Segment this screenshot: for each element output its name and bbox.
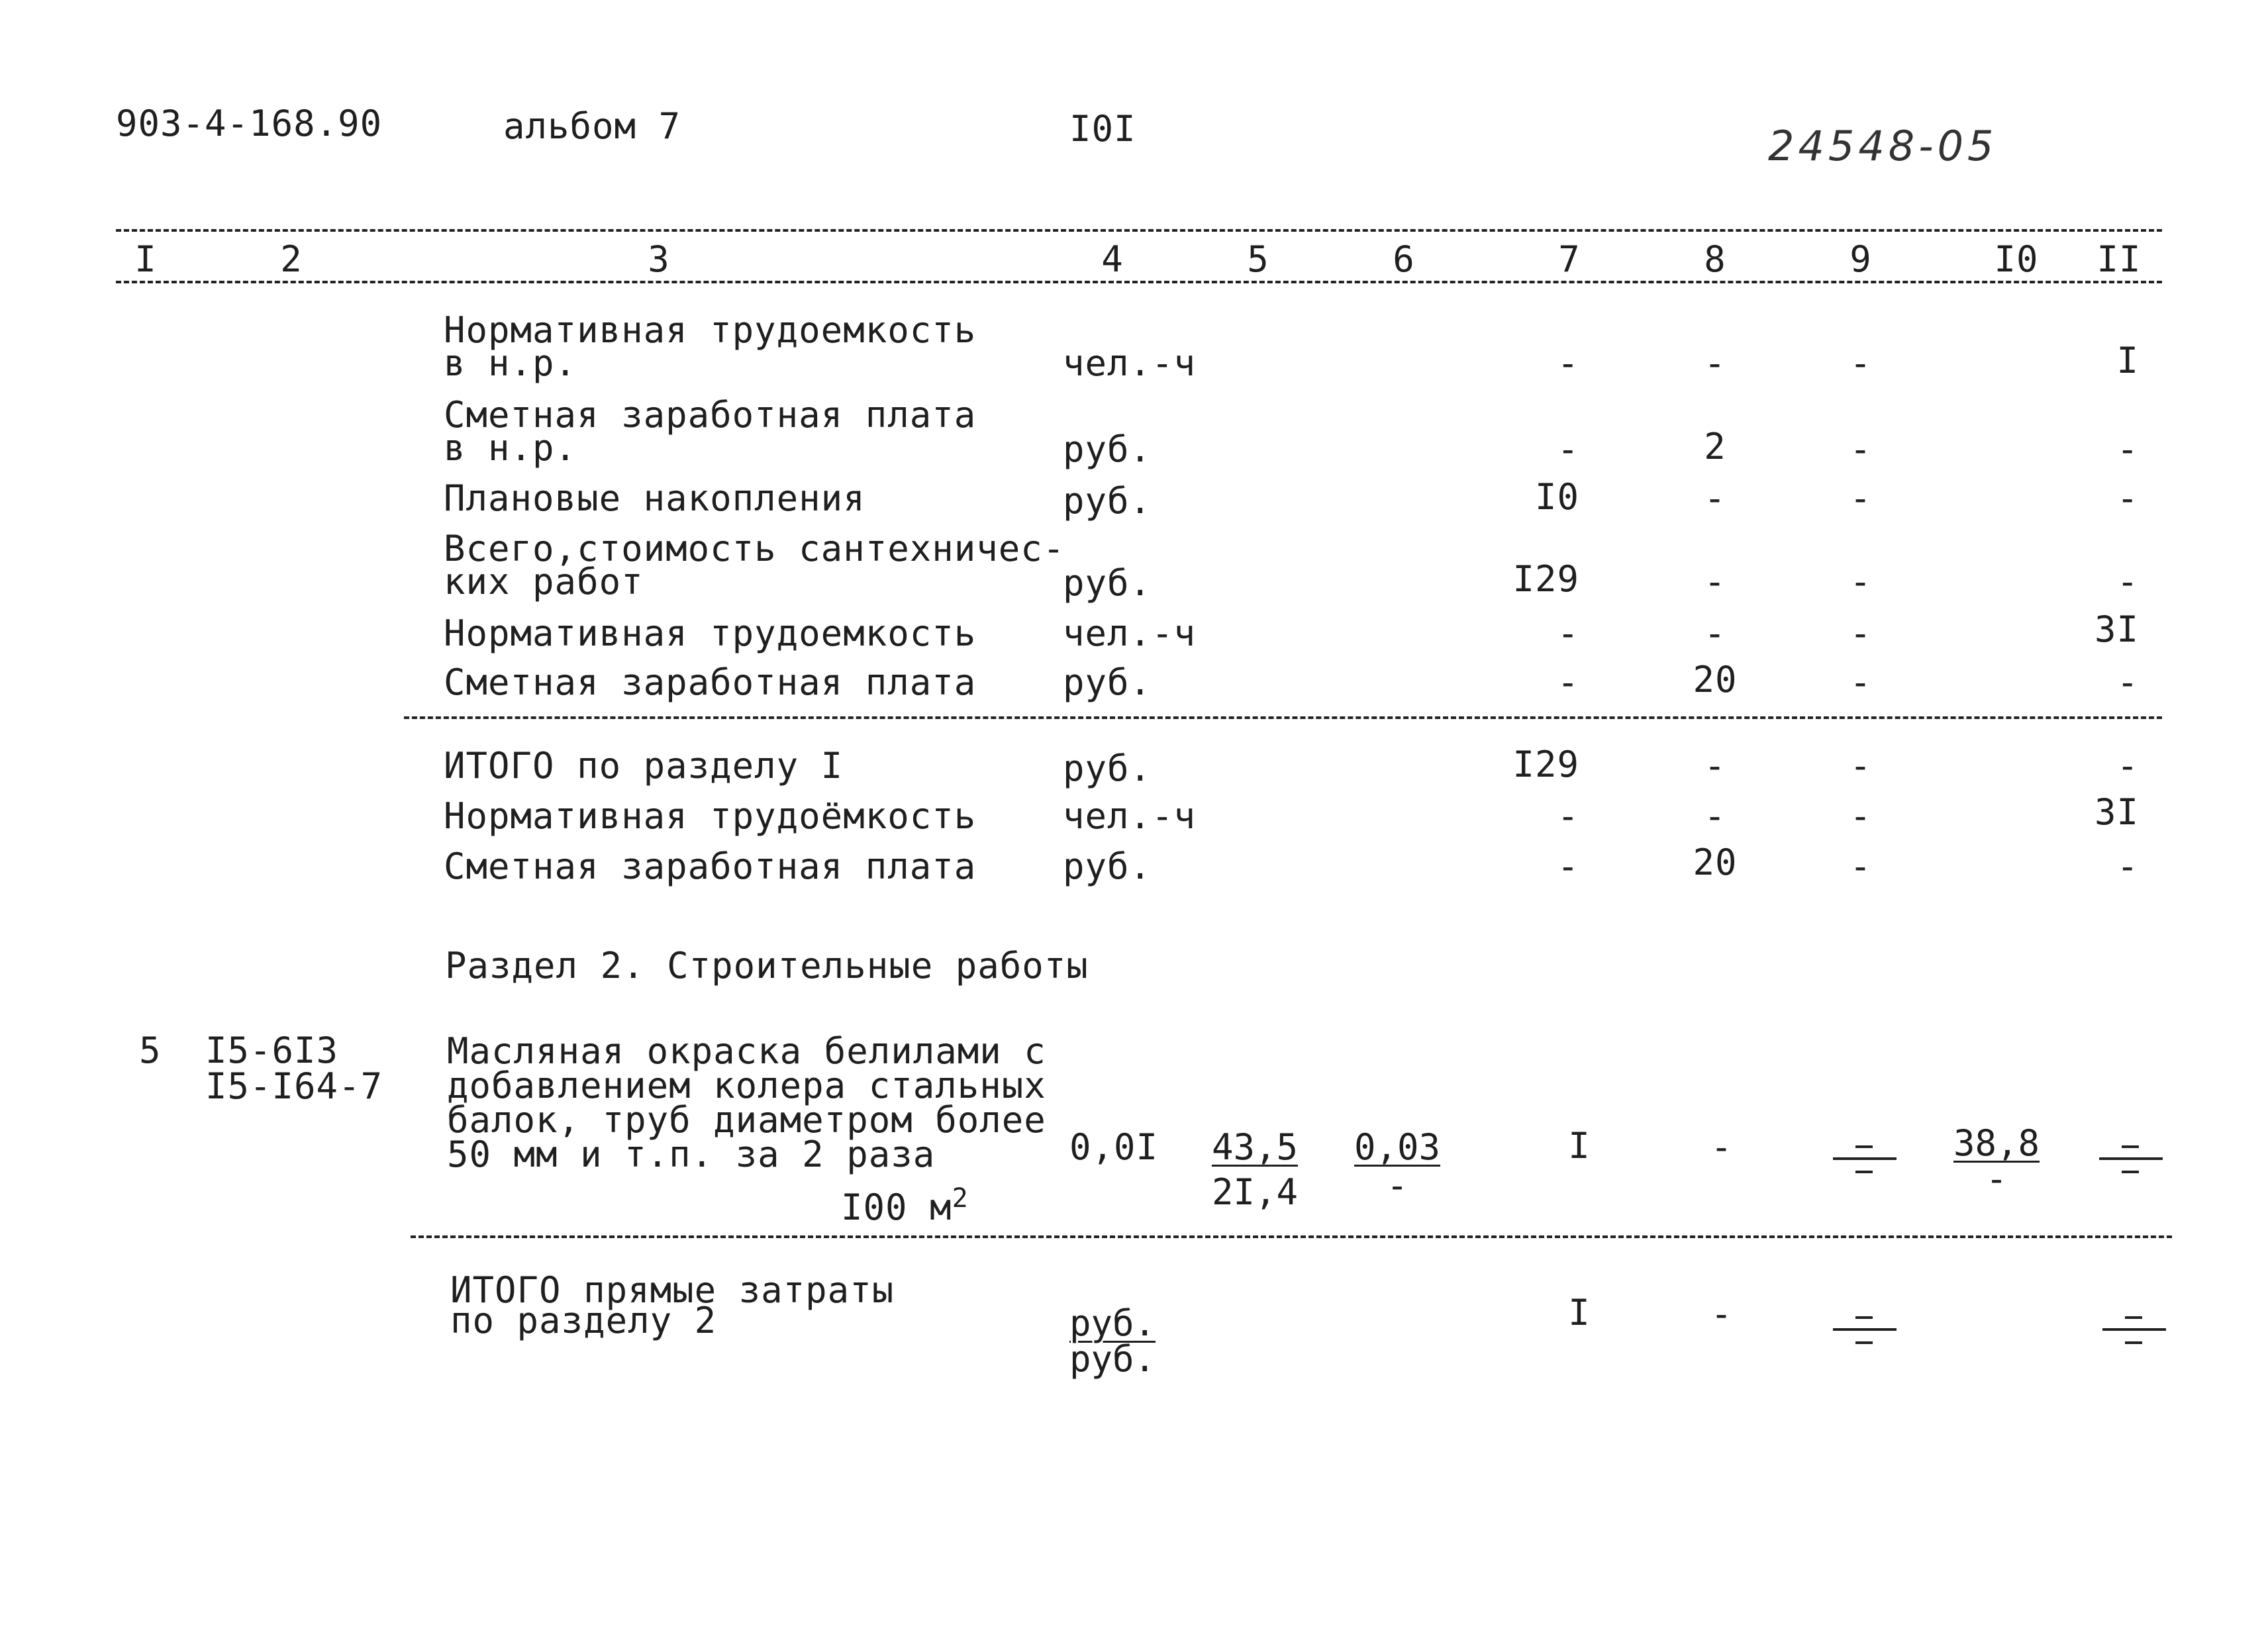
row-description: Сметная заработная плата [444, 845, 977, 887]
col-6-header: 6 [1393, 238, 1415, 280]
col-7-value: I [1568, 1292, 1591, 1333]
page-number: I0I [1069, 108, 1136, 150]
row-description: Всего,стоимость сантехничес- ких работ [444, 528, 1065, 603]
col-9-value: - [1849, 428, 1872, 470]
col-4-header: 4 [1101, 238, 1124, 280]
col-1-header: I [134, 238, 157, 280]
col-7-header: 7 [1558, 238, 1581, 280]
col-11-dash-fraction [2102, 1311, 2166, 1347]
col-8-value: - [1710, 1126, 1733, 1168]
row-description: Нормативная трудоёмкость [444, 795, 977, 837]
col-11-value: - [2116, 845, 2139, 887]
unit-denominator: руб. [1069, 1338, 1156, 1380]
col-8-value: - [1704, 561, 1726, 603]
row-description: Нормативная трудоемкость в н.р. [444, 309, 977, 384]
col-6-denominator: - [1386, 1165, 1408, 1206]
row-unit: чел.-ч [1063, 795, 1197, 837]
col-10-fraction [1947, 1122, 2046, 1200]
col-11-value: - [2116, 661, 2139, 703]
item-number: 5 [139, 1030, 162, 1071]
row-description: Сметная заработная плата [444, 661, 977, 703]
col-11-value: 3I [2094, 791, 2139, 833]
col-7-value: - [1557, 795, 1579, 837]
col-9-dash-fraction [1833, 1140, 1897, 1176]
unit-fraction [1060, 1302, 1165, 1380]
album-label: альбом 7 [503, 105, 681, 147]
header-top-rule [116, 229, 2162, 232]
col-5-numerator: 43,5 [1211, 1126, 1299, 1168]
col-10-denominator: - [1985, 1158, 2008, 1200]
col-7-value: - [1557, 612, 1579, 654]
col-11-value: - [2116, 477, 2139, 519]
col-11-value: 3I [2094, 608, 2139, 650]
row-description: Сметная заработная плата в н.р. [444, 394, 977, 469]
col-5-denominator: 2I,4 [1211, 1171, 1299, 1213]
measure-value: I00 м [841, 1186, 952, 1228]
unit-numerator: руб. [1069, 1302, 1156, 1344]
col-9-value: - [1849, 845, 1872, 887]
col-9-value: - [1849, 612, 1872, 654]
col-8-value: 20 [1693, 659, 1738, 700]
col-9-value: - [1849, 561, 1872, 603]
col-7-value: - [1557, 845, 1579, 887]
col-11-header: II [2096, 238, 2142, 280]
col-10-numerator: 38,8 [1953, 1122, 2040, 1164]
section-divider [404, 716, 2162, 719]
header-bottom-rule [116, 281, 2162, 283]
col-11-value: - [2116, 745, 2139, 787]
col-7-value: - [1557, 661, 1579, 703]
col-9-header: 9 [1849, 238, 1872, 280]
col-7-value: - [1557, 342, 1579, 384]
section-title: Раздел 2. Строительные работы [445, 945, 1089, 987]
col-11-value: I [2116, 340, 2139, 381]
col-5-fraction [1205, 1126, 1305, 1213]
col-9-value: - [1849, 477, 1872, 519]
measure-exponent: 2 [952, 1183, 969, 1214]
col-9-value: - [1849, 661, 1872, 703]
section-divider [411, 1235, 2172, 1238]
col-7-value: I [1568, 1125, 1591, 1167]
col-8-value: 2 [1704, 426, 1726, 467]
col-8-value: - [1704, 795, 1726, 837]
row-unit: руб. [1063, 748, 1152, 789]
col-8-header: 8 [1704, 238, 1726, 280]
document-code: 903-4-168.90 [116, 103, 383, 144]
row-unit: руб. [1063, 845, 1152, 887]
col-9-value: - [1849, 795, 1872, 837]
col-10-header: I0 [1994, 238, 2039, 280]
col-11-dash-fraction [2099, 1140, 2163, 1176]
col-7-value: - [1557, 428, 1579, 470]
col-6-fraction [1348, 1126, 1447, 1206]
col-4-value: 0,0I [1069, 1126, 1159, 1168]
row-description: ИТОГО прямые затраты по разделу 2 [450, 1269, 895, 1341]
col-9-value: - [1849, 342, 1872, 384]
col-7-value: I29 [1512, 744, 1579, 785]
row-unit: руб. [1063, 428, 1152, 470]
col-7-value: I0 [1534, 476, 1579, 518]
item-code: I5-I64-7 [205, 1065, 383, 1107]
row-unit: чел.-ч [1063, 342, 1197, 384]
row-measure [841, 1185, 969, 1226]
col-9-dash-fraction [1833, 1311, 1897, 1347]
row-description: Масляная окраска белилами с добавлением колера стальных балок, труб диаметром более 50 мм и т.п. за 2 раза [447, 1030, 1046, 1175]
col-3-header: 3 [648, 238, 670, 280]
col-5-header: 5 [1247, 238, 1269, 280]
row-description: Нормативная трудоемкость [444, 612, 977, 654]
col-9-value: - [1849, 745, 1872, 787]
row-description: Плановые накопления [444, 477, 865, 519]
col-8-value: - [1704, 342, 1726, 384]
col-8-value: - [1704, 477, 1726, 519]
row-unit: руб. [1063, 661, 1152, 703]
row-unit: руб. [1063, 562, 1152, 604]
col-8-value: - [1704, 745, 1726, 787]
col-8-value: 20 [1693, 842, 1738, 883]
item-code: I5-6I3 [205, 1030, 339, 1071]
row-unit: руб. [1063, 480, 1152, 522]
row-unit: чел.-ч [1063, 612, 1197, 654]
col-6-numerator: 0,03 [1354, 1126, 1441, 1168]
row-description: ИТОГО по разделу I [444, 745, 844, 787]
col-8-value: - [1710, 1293, 1733, 1335]
col-8-value: - [1704, 612, 1726, 654]
col-7-value: I29 [1512, 558, 1579, 600]
col-11-value: - [2116, 428, 2139, 470]
col-11-value: - [2116, 561, 2139, 603]
col-2-header: 2 [280, 238, 303, 280]
handwritten-number: 24548-05 [1768, 122, 1998, 170]
